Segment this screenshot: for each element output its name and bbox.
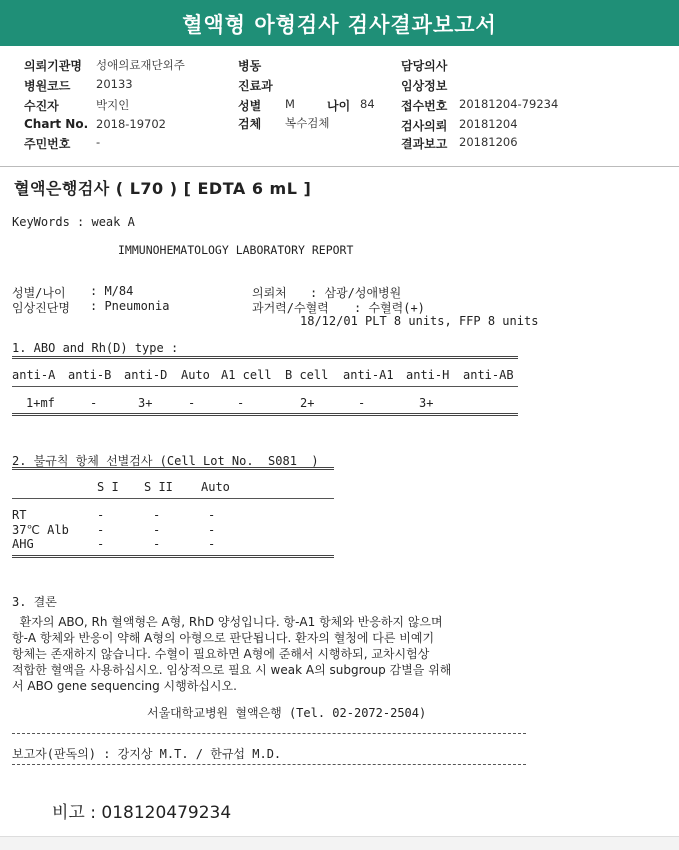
value-sex: M <box>285 97 295 111</box>
divider <box>12 555 334 558</box>
abo-value-2: 3+ <box>138 396 153 410</box>
abo-header-6: anti-A1 <box>343 368 394 382</box>
conclusion-line: 항-A 항체와 반응이 약해 A형의 아형으로 판단됩니다. 환자의 혈청에 다른 비예기 <box>12 631 435 645</box>
divider <box>12 467 334 470</box>
label-age: 나이 <box>327 99 351 113</box>
conclusion-title: 3. 결론 <box>12 595 57 609</box>
history-label: 과거력/수혈력 <box>252 301 329 315</box>
abo-value-7: 3+ <box>419 396 434 410</box>
label-specimen: 검체 <box>238 117 262 131</box>
divider <box>12 386 518 387</box>
keywords: KeyWords : weak A <box>12 215 135 229</box>
abo-value-6: - <box>358 396 366 410</box>
label-request-date: 검사의뢰 <box>401 119 448 133</box>
label-hospital-code: 병원코드 <box>24 79 71 93</box>
report-title: 혈액형 아형검사 검사결과보고서 <box>182 13 497 37</box>
value-patient: 박지인 <box>96 98 130 112</box>
abo-value-0: 1+mf <box>26 396 55 410</box>
abo-header-3: Auto <box>181 368 210 382</box>
abo-value-1: - <box>90 396 98 410</box>
divider <box>12 413 518 416</box>
value-specimen: 복수검체 <box>285 116 330 130</box>
header-info <box>0 48 679 167</box>
antibody-row-name: AHG <box>12 537 34 551</box>
abo-header-8: anti-AB <box>463 368 514 382</box>
divider <box>12 356 518 359</box>
label-patient: 수진자 <box>24 99 59 113</box>
antibody-cell: - <box>208 537 216 551</box>
history-value: : 수혈력(+) <box>354 301 425 315</box>
abo-value-4: - <box>237 396 245 410</box>
abo-header-5: B cell <box>285 368 329 382</box>
antibody-section-title: 2. 불규칙 항체 선별검사 (Cell Lot No. S081 ) <box>12 454 319 468</box>
institution: 서울대학교병원 혈액은행 (Tel. 02-2072-2504) <box>147 706 427 720</box>
abo-header-2: anti-D <box>124 368 168 382</box>
note: 비고 : 018120479234 <box>52 803 232 823</box>
sex-age-value: : M/84 <box>90 284 134 298</box>
label-ward: 병동 <box>238 59 262 73</box>
antibody-row-name: 37℃ Alb <box>12 523 69 537</box>
report-title-bar <box>0 0 679 46</box>
value-report-date: 20181206 <box>459 135 518 149</box>
abo-header-7: anti-H <box>406 368 450 382</box>
antibody-cell: - <box>153 508 161 522</box>
abo-header-0: anti-A <box>12 368 56 382</box>
value-receipt-no: 20181204-79234 <box>459 97 559 111</box>
value-hospital-code: 20133 <box>96 77 133 91</box>
value-age: 84 <box>360 97 375 111</box>
antibody-cell: - <box>208 508 216 522</box>
label-sex: 성별 <box>238 99 262 113</box>
antibody-header-1: S II <box>144 480 173 494</box>
bottom-bar <box>0 836 679 850</box>
referrer-label: 의뢰처 <box>252 286 287 300</box>
label-department: 진료과 <box>238 79 273 93</box>
value-resident-no: - <box>96 135 101 149</box>
divider <box>12 498 334 499</box>
antibody-cell: - <box>208 523 216 537</box>
referrer-value: : 삼광/성애병원 <box>310 286 402 300</box>
conclusion-text <box>12 614 552 694</box>
divider <box>12 733 526 734</box>
antibody-cell: - <box>153 537 161 551</box>
value-chart-no: 2018-19702 <box>96 117 166 131</box>
conclusion-line: 서 ABO gene sequencing 시행하십시오. <box>12 679 237 693</box>
history-detail: 18/12/01 PLT 8 units, FFP 8 units <box>300 314 539 328</box>
section-title: 혈액은행검사 ( L70 ) [ EDTA 6 mL ] <box>14 179 312 198</box>
antibody-row-name: RT <box>12 508 27 522</box>
label-institution: 의뢰기관명 <box>24 59 82 73</box>
value-institution: 성애의료재단외주 <box>96 58 185 72</box>
antibody-cell: - <box>97 537 105 551</box>
label-chart-no: Chart No. <box>24 117 89 131</box>
reporter: 보고자(판독의) : 강지상 M.T. / 한규섭 M.D. <box>12 747 282 761</box>
abo-header-4: A1 cell <box>221 368 272 382</box>
antibody-header-2: Auto <box>201 480 230 494</box>
label-resident-no: 주민번호 <box>24 137 71 151</box>
antibody-cell: - <box>97 523 105 537</box>
antibody-cell: - <box>97 508 105 522</box>
antibody-cell: - <box>153 523 161 537</box>
label-receipt-no: 접수번호 <box>401 99 448 113</box>
label-doctor: 담당의사 <box>401 59 448 73</box>
abo-value-3: - <box>188 396 196 410</box>
label-clinical-info: 임상정보 <box>401 79 448 93</box>
label-report-date: 결과보고 <box>401 137 448 151</box>
sex-age-label: 성별/나이 <box>12 286 66 300</box>
conclusion-line: 적합한 혈액을 사용하십시오. 임상적으로 필요 시 weak A의 subgroup 감별을 위해 <box>12 663 452 677</box>
antibody-header-0: S I <box>97 480 119 494</box>
abo-section-title: 1. ABO and Rh(D) type : <box>12 341 179 355</box>
conclusion-line: 환자의 ABO, Rh 혈액형은 A형, RhD 양성입니다. 항-A1 항체와 반응하지 않으며 <box>12 615 443 629</box>
abo-value-5: 2+ <box>300 396 315 410</box>
diagnosis-label: 임상진단명 <box>12 301 70 315</box>
report-subtitle: IMMUNOHEMATOLOGY LABORATORY REPORT <box>118 243 354 257</box>
abo-header-1: anti-B <box>68 368 112 382</box>
divider <box>12 764 526 765</box>
conclusion-line: 항체는 존재하지 않습니다. 수혈이 필요하면 A형에 준해서 시행하되, 교차시험상 <box>12 647 430 661</box>
diagnosis-value: : Pneumonia <box>90 299 170 313</box>
value-request-date: 20181204 <box>459 117 518 131</box>
